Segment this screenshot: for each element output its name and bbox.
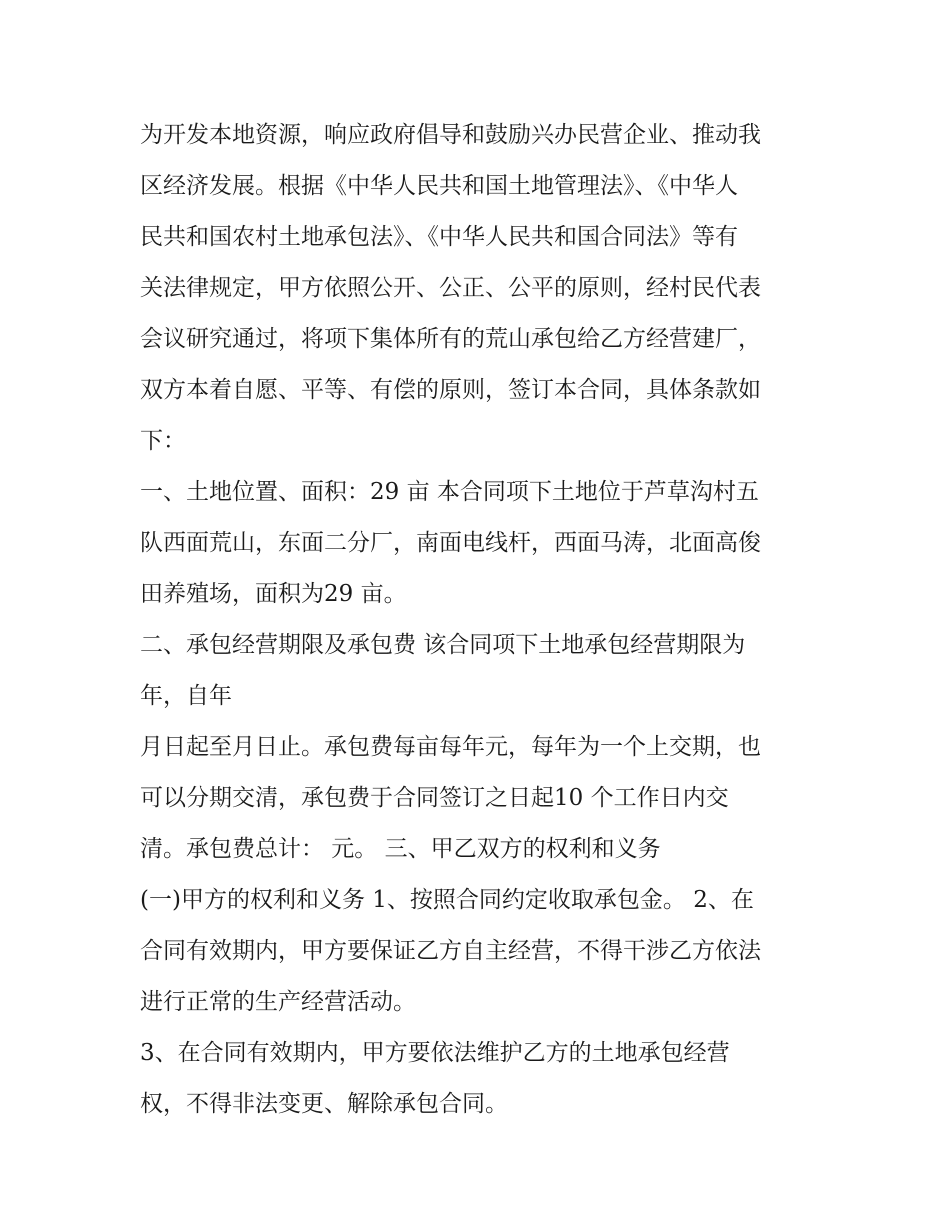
text-line: 民共和国农村土地承包法》、《中华人民共和国合同法》等有 (140, 224, 738, 250)
text-line: 清。承包费总计： 元。 三、甲乙双方的权利和义务 (140, 836, 661, 862)
contract-text-body (140, 110, 830, 1130)
text-line: 合同有效期内，甲方要保证乙方自主经营，不得干涉乙方依法 (140, 938, 761, 964)
text-line: 关法律规定，甲方依照公开、公正、公平的原则，经村民代表 (140, 275, 761, 301)
text-line: 月日起至月日止。承包费每亩每年元，每年为一个上交期，也 (140, 734, 761, 760)
text-line: 3、在合同有效期内，甲方要依法维护乙方的土地承包经营 (140, 1040, 730, 1066)
text-line: 年，自年 (140, 683, 232, 709)
text-line: (一)甲方的权利和义务 1、按照合同约定收取承包金。 2、在 (140, 887, 754, 913)
text-line: 进行正常的生产经营活动。 (140, 989, 416, 1015)
text-line: 为开发本地资源，响应政府倡导和鼓励兴办民营企业、推动我 (140, 122, 761, 148)
text-line: 权，不得非法变更、解除承包合同。 (140, 1091, 508, 1117)
text-line: 区经济发展。根据《中华人民共和国土地管理法》、《中华人 (140, 173, 738, 199)
text-line: 队西面荒山，东面二分厂，南面电线杆，西面马涛，北面高俊 (140, 530, 761, 556)
text-line: 会议研究通过，将项下集体所有的荒山承包给乙方经营建厂， (140, 326, 761, 352)
text-line: 一、土地位置、面积：29 亩 本合同项下土地位于芦草沟村五 (140, 479, 759, 505)
text-line: 田养殖场，面积为29 亩。 (140, 581, 407, 607)
text-line: 下： (140, 428, 186, 454)
text-line: 双方本着自愿、平等、有偿的原则，签订本合同，具体条款如 (140, 377, 761, 403)
text-line: 可以分期交清，承包费于合同签订之日起10 个工作日内交 (140, 785, 729, 811)
text-line: 二、承包经营期限及承包费 该合同项下土地承包经营期限为 (140, 632, 746, 658)
